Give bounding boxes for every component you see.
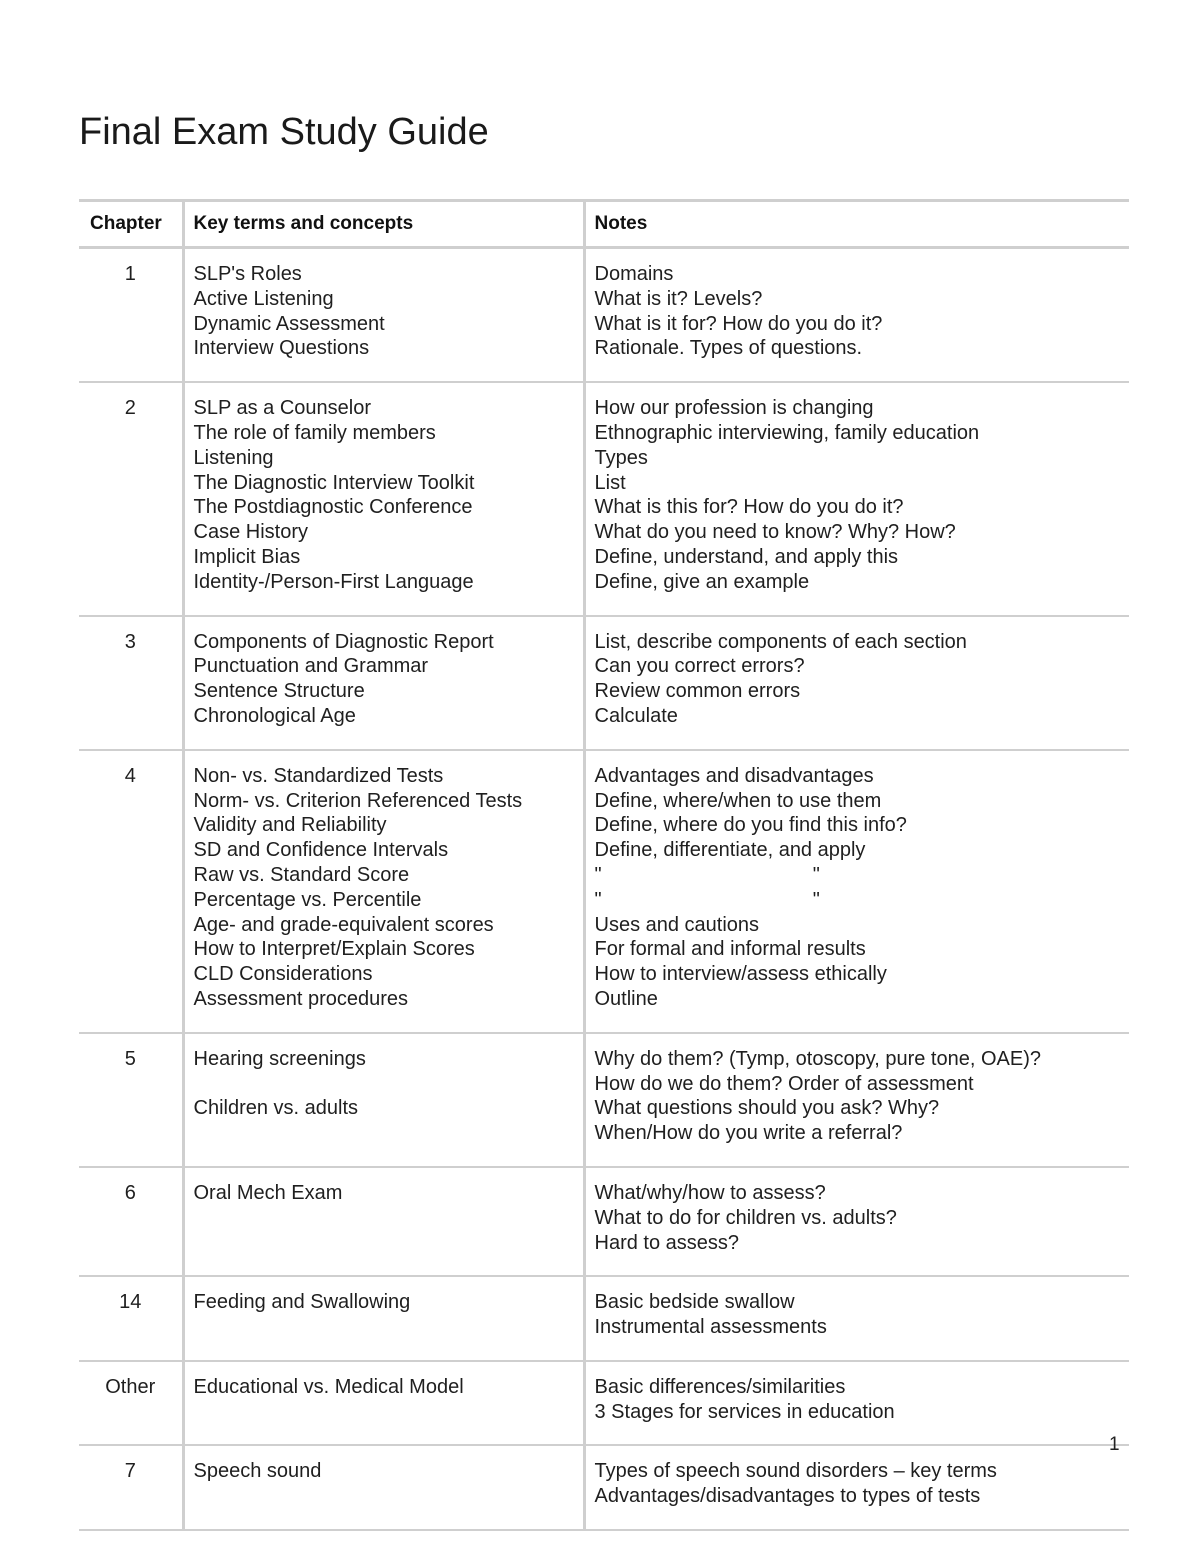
key-term: Implicit Bias xyxy=(193,545,301,568)
note-line: List, describe components of each section xyxy=(594,630,967,653)
note-line: Advantages and disadvantages xyxy=(594,764,874,787)
page-number: 1 xyxy=(1109,1434,1120,1455)
key-term: Children vs. adults xyxy=(193,1097,359,1120)
note-line: What is it? Levels? xyxy=(594,287,763,310)
key-term: Listening xyxy=(193,446,274,469)
key-terms-cell xyxy=(183,1361,584,1446)
note-line: Domains xyxy=(594,263,674,285)
key-term: Active Listening xyxy=(193,287,334,310)
note-line: Ethnographic interviewing, family education xyxy=(594,421,980,444)
note-line: How our profession is changing xyxy=(594,397,874,420)
chapter-cell: Other xyxy=(79,1361,183,1446)
note-line: How do we do them? Order of assessment xyxy=(594,1072,974,1095)
notes-cell xyxy=(584,1033,1129,1167)
page-title: Final Exam Study Guide xyxy=(79,111,489,153)
key-term: Validity and Reliability xyxy=(193,814,387,837)
key-term: SLP's Roles xyxy=(193,263,302,285)
table-row xyxy=(79,1167,1129,1276)
key-term: Dynamic Assessment xyxy=(193,312,385,335)
note-line: How to interview/assess ethically xyxy=(594,963,887,986)
table-row xyxy=(79,1033,1129,1167)
notes-cell xyxy=(584,1167,1129,1276)
note-line: What to do for children vs. adults? xyxy=(594,1206,897,1229)
key-term: CLD Considerations xyxy=(193,963,373,986)
notes-cell xyxy=(584,248,1129,383)
key-term: Non- vs. Standardized Tests xyxy=(193,764,444,787)
note-line: What/why/how to assess? xyxy=(594,1181,826,1204)
header-notes: Notes xyxy=(584,201,1129,248)
note-line: Instrumental assessments xyxy=(594,1316,827,1339)
key-term: SLP as a Counselor xyxy=(193,397,372,420)
key-term: The role of family members xyxy=(193,421,436,444)
note-line: Uses and cautions xyxy=(594,913,760,936)
note-line: What questions should you ask? Why? xyxy=(594,1097,940,1120)
note-line: Advantages/disadvantages to types of tests xyxy=(594,1485,981,1508)
note-line: 3 Stages for services in education xyxy=(594,1400,895,1423)
chapter-cell: 1 xyxy=(79,248,183,383)
key-terms-cell xyxy=(183,1033,584,1167)
note-line: What is this for? How do you do it? xyxy=(594,496,904,519)
table-row xyxy=(79,248,1129,383)
note-line: Define, differentiate, and apply xyxy=(594,839,866,862)
table-row xyxy=(79,1445,1129,1530)
notes-cell xyxy=(584,616,1129,750)
key-terms-cell xyxy=(183,750,584,1033)
chapter-cell: 2 xyxy=(79,382,183,615)
study-guide-table xyxy=(79,199,1129,1531)
key-term: Interview Questions xyxy=(193,337,370,360)
note-line: Review common errors xyxy=(594,680,801,703)
note-line: What is it for? How do you do it? xyxy=(594,312,883,335)
note-line: " " xyxy=(594,888,820,911)
note-line: Can you correct errors? xyxy=(594,655,805,678)
notes-cell xyxy=(584,1445,1129,1530)
note-line: Define, where do you find this info? xyxy=(594,814,907,837)
notes-cell xyxy=(584,382,1129,615)
table-row xyxy=(79,750,1129,1033)
header-key-terms: Key terms and concepts xyxy=(183,201,584,248)
key-term: How to Interpret/Explain Scores xyxy=(193,938,475,961)
chapter-cell: 6 xyxy=(79,1167,183,1276)
key-term: Age- and grade-equivalent scores xyxy=(193,913,494,936)
notes-cell xyxy=(584,750,1129,1033)
note-line: Define, where/when to use them xyxy=(594,789,882,812)
key-term xyxy=(194,1072,583,1097)
key-terms-cell xyxy=(183,382,584,615)
table-row xyxy=(79,616,1129,750)
key-term: Speech sound xyxy=(193,1460,322,1483)
note-line: Basic differences/similarities xyxy=(594,1375,846,1398)
note-line: Rationale. Types of questions. xyxy=(594,337,863,360)
chapter-cell: 14 xyxy=(79,1276,183,1361)
key-term: The Diagnostic Interview Toolkit xyxy=(193,471,475,494)
table-row xyxy=(79,1276,1129,1361)
key-term: Norm- vs. Criterion Referenced Tests xyxy=(193,789,523,812)
key-terms-cell xyxy=(183,1445,584,1530)
key-term: Chronological Age xyxy=(193,704,356,727)
key-term: Hearing screenings xyxy=(193,1047,366,1070)
chapter-cell: 3 xyxy=(79,616,183,750)
key-term: Feeding and Swallowing xyxy=(193,1291,411,1314)
note-line: Define, give an example xyxy=(594,570,810,593)
note-line: List xyxy=(594,471,626,494)
key-term: Assessment procedures xyxy=(193,987,409,1010)
key-term: Educational vs. Medical Model xyxy=(193,1375,464,1398)
key-terms-cell xyxy=(183,616,584,750)
table-header-row xyxy=(79,201,1129,248)
note-line: What do you need to know? Why? How? xyxy=(594,521,956,544)
key-terms-cell xyxy=(183,1167,584,1276)
notes-cell xyxy=(584,1361,1129,1446)
key-term: Case History xyxy=(193,521,308,544)
note-line: " " xyxy=(594,863,820,886)
key-term: Punctuation and Grammar xyxy=(193,655,429,678)
note-line: For formal and informal results xyxy=(594,938,866,961)
key-term: SD and Confidence Intervals xyxy=(193,839,449,862)
chapter-cell: 7 xyxy=(79,1445,183,1530)
key-terms-cell xyxy=(183,1276,584,1361)
note-line: Hard to assess? xyxy=(594,1231,740,1254)
table-row xyxy=(79,382,1129,615)
table-body xyxy=(79,248,1129,1531)
notes-cell xyxy=(584,1276,1129,1361)
note-line: Basic bedside swallow xyxy=(594,1291,795,1314)
key-term: Raw vs. Standard Score xyxy=(193,863,410,886)
note-line: Define, understand, and apply this xyxy=(594,545,899,568)
key-term: The Postdiagnostic Conference xyxy=(193,496,473,519)
key-term: Identity-/Person-First Language xyxy=(193,570,474,593)
note-line: Types of speech sound disorders – key terms xyxy=(594,1460,997,1483)
key-term: Percentage vs. Percentile xyxy=(193,888,422,911)
note-line: Calculate xyxy=(594,704,678,727)
key-term: Oral Mech Exam xyxy=(193,1181,343,1204)
note-line: Outline xyxy=(594,987,658,1010)
chapter-cell: 4 xyxy=(79,750,183,1033)
chapter-cell: 5 xyxy=(79,1033,183,1167)
note-line: Types xyxy=(594,446,648,469)
note-line: When/How do you write a referral? xyxy=(594,1122,903,1145)
key-term: Sentence Structure xyxy=(193,680,365,703)
note-line: Why do them? (Tymp, otoscopy, pure tone, OAE)? xyxy=(594,1047,1041,1070)
key-terms-cell xyxy=(183,248,584,383)
key-term: Components of Diagnostic Report xyxy=(193,630,494,653)
table-row xyxy=(79,1361,1129,1446)
header-chapter: Chapter xyxy=(79,201,183,248)
